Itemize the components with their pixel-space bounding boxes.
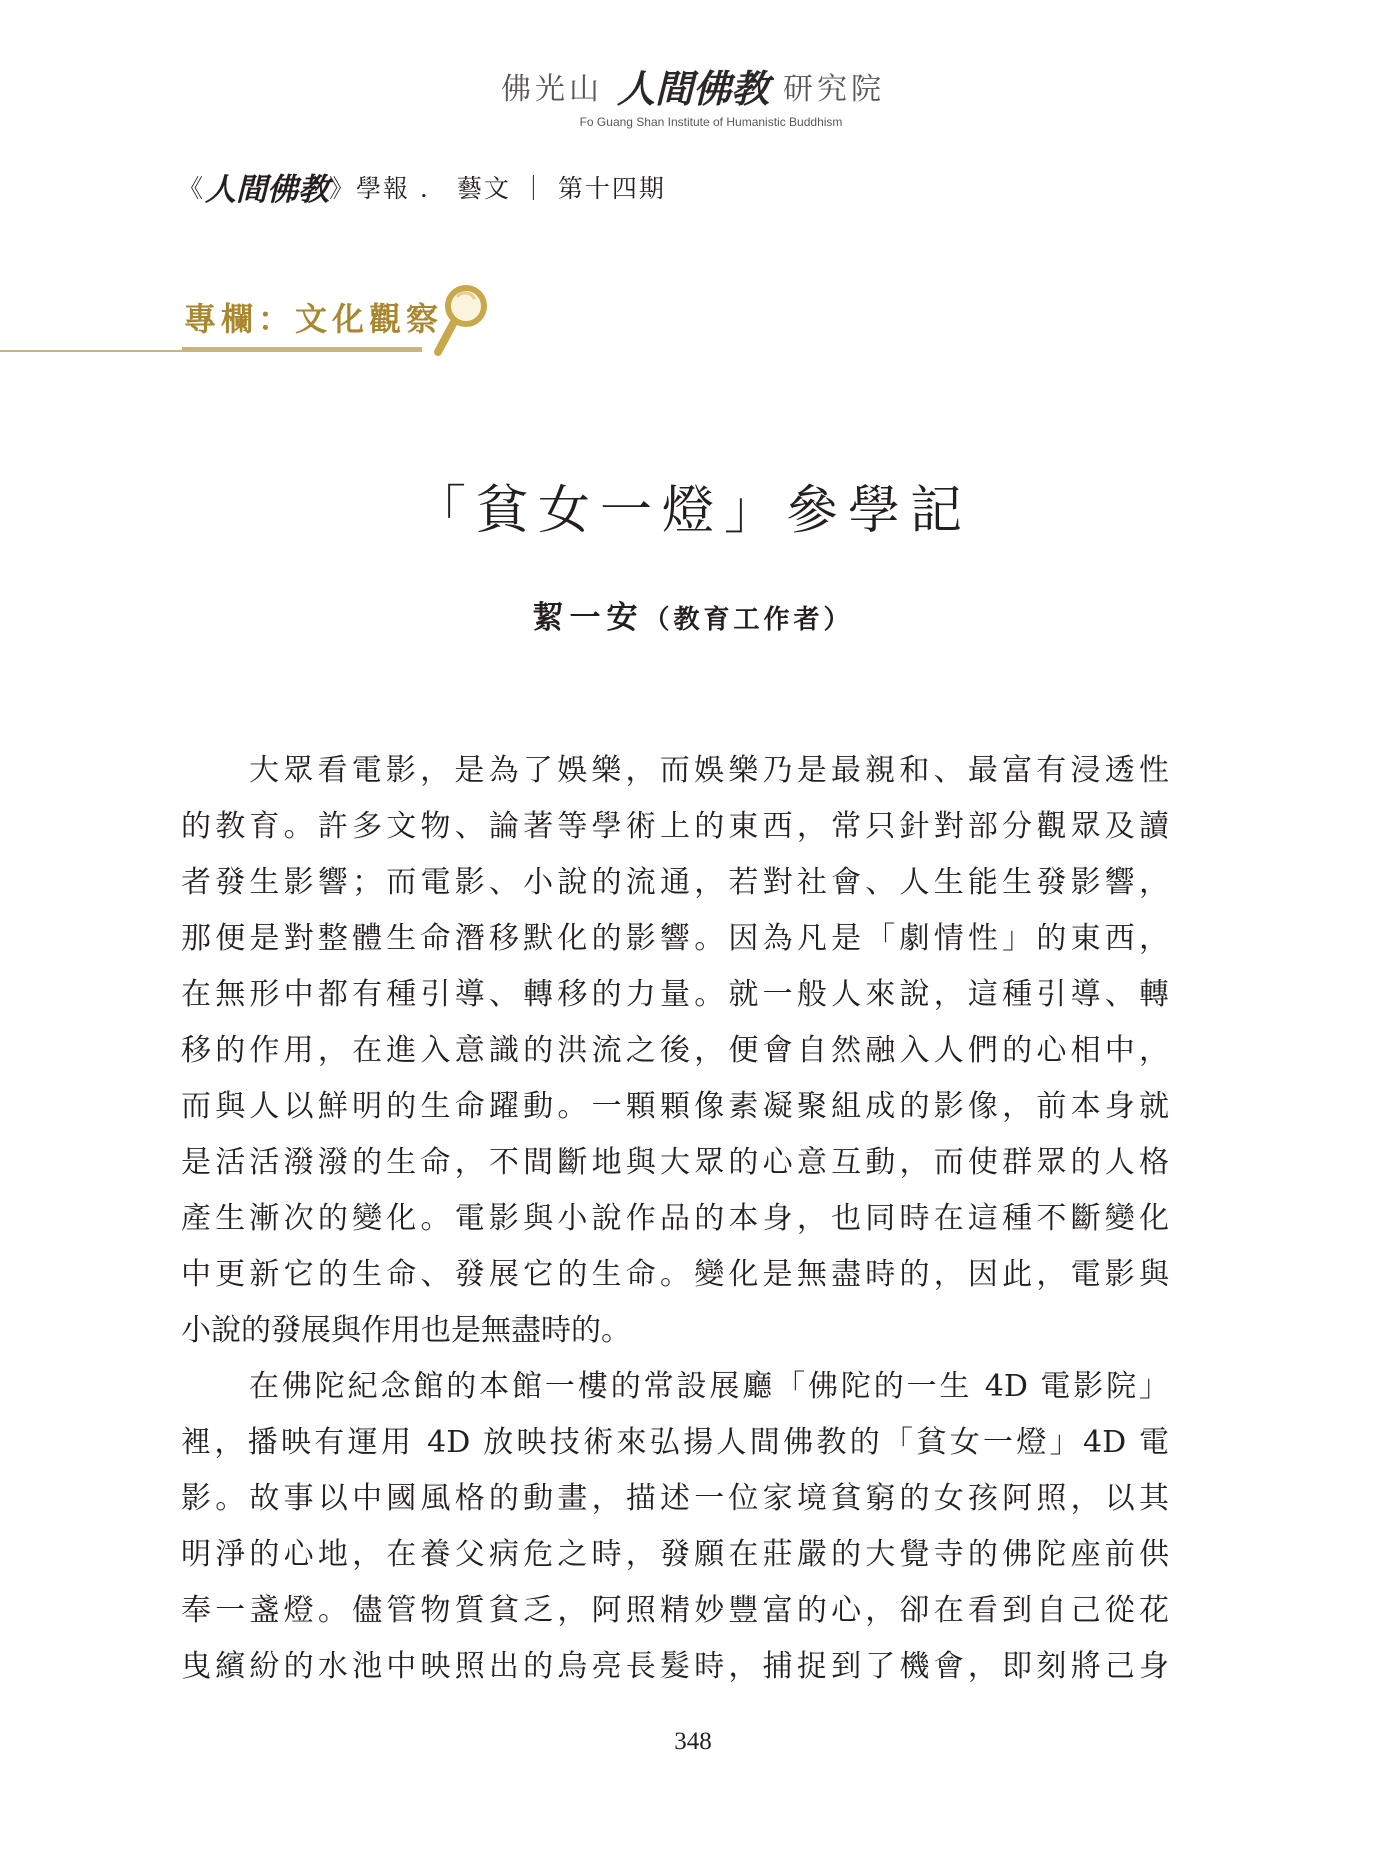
body-line: 是活活潑潑的生命，不間斷地與大眾的心意互動，而使群眾的人格 — [181, 1145, 1169, 1180]
column-heading: 專欄：文化觀察 — [184, 300, 444, 338]
body-line: 裡，播映有運用 4D 放映技術來弘揚人間佛教的「貧女一燈」4D 電 — [181, 1425, 1169, 1460]
body-line: 中更新它的生命、發展它的生命。變化是無盡時的，因此，電影與 — [181, 1257, 1169, 1292]
journal-brand: 人間佛教 — [205, 172, 330, 208]
masthead-logo — [501, 58, 885, 113]
author-role: （教育工作者） — [643, 605, 854, 635]
body-line: 奉一盞燈。儘管物質貧乏，阿照精妙豐富的心，卻在看到自己從花 — [181, 1593, 1169, 1628]
body-line: 小說的發展與作用也是無盡時的。 — [181, 1313, 631, 1348]
body-line: 移的作用，在進入意識的洪流之後，便會自然融入人們的心相中， — [181, 1033, 1169, 1068]
journal-open-bracket: 《 — [178, 173, 206, 203]
magnifier-icon — [430, 282, 490, 358]
body-line: 大眾看電影，是為了娛樂，而娛樂乃是最親和、最富有浸透性 — [249, 753, 1169, 788]
body-line: 在無形中都有種引導、轉移的力量。就一般人來說，這種引導、轉 — [181, 977, 1169, 1012]
masthead-brand: 人間佛教 — [616, 66, 769, 111]
journal-close-bracket: 》 — [329, 173, 357, 203]
author-name: 絜一安 — [532, 600, 644, 636]
body-line: 曳繽紛的水池中映照出的烏亮長髮時，捕捉到了機會，即刻將己身 — [181, 1649, 1169, 1684]
article-title: 「貧女一燈」參學記 — [413, 481, 972, 541]
body-line: 而與人以鮮明的生命躍動。一顆顆像素凝聚組成的影像，前本身就 — [181, 1089, 1169, 1124]
body-line: 影。故事以中國風格的動畫，描述一位家境貧窮的女孩阿照，以其 — [181, 1481, 1169, 1516]
body-line: 產生漸次的變化。電影與小說作品的本身，也同時在這種不斷變化 — [181, 1201, 1169, 1236]
body-line: 明淨的心地，在養父病危之時，發願在莊嚴的大覺寺的佛陀座前供 — [181, 1537, 1169, 1572]
body-line: 在佛陀紀念館的本館一樓的常設展廳「佛陀的一生 4D 電影院」 — [249, 1369, 1169, 1404]
body-line: 那便是對整體生命潛移默化的影響。因為凡是「劇情性」的東西， — [181, 921, 1169, 956]
body-line: 的教育。許多文物、論著等學術上的東西，常只針對部分觀眾及讀 — [181, 809, 1169, 844]
column-rule — [0, 350, 182, 352]
masthead-prefix: 佛光山 — [500, 71, 603, 107]
article-body — [181, 743, 1169, 1695]
journal-issue: 學報 ． 藝文 ｜ 第十四期 — [356, 173, 666, 203]
journal-line — [178, 164, 666, 209]
author-line — [0, 592, 1386, 637]
body-line: 者發生影響；而電影、小說的流通，若對社會、人生能生發影響， — [181, 865, 1169, 900]
masthead-suffix: 研究院 — [783, 71, 885, 107]
masthead — [0, 58, 1386, 129]
page-number: 348 — [674, 1728, 712, 1755]
masthead-english: Fo Guang Shan Institute of Humanistic Buddhism — [579, 115, 843, 129]
column-underline — [182, 347, 422, 352]
